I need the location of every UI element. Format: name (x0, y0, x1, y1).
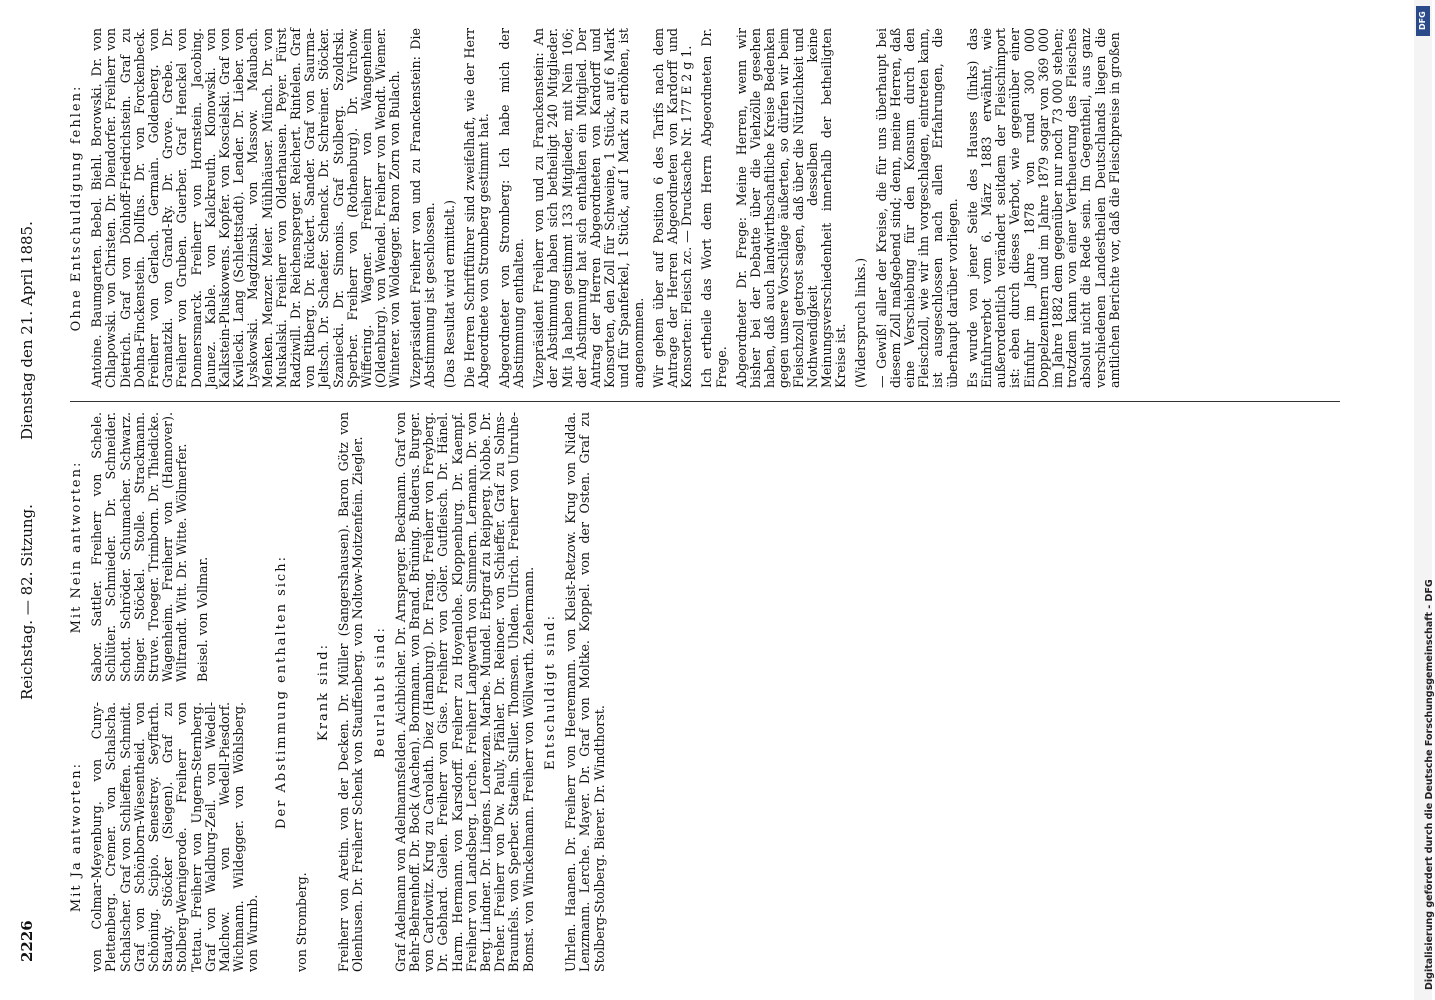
enthalten-heading: Der Abstimmung enthalten sich: (273, 555, 289, 829)
ja-list-block (62, 702, 267, 972)
paragraph-6: Ich ertheile das Wort dem Herrn Abgeordneten Dr. Frege. (699, 28, 729, 388)
beurlaubt-list: Graf Adelmann von Adelmannsfelden. Aichbichler. Dr. Arnsperger. Beckmann. Graf von Behr-Behrenhoff. Dr. Bock (Aachen). Bornmann. von Brand. Brüning. Buderus. Burger. von Carlowitz. Krug zu Carolath. Diez (Hamburg). Dr. Frang. Freiherr von Freyberg. Dr. Gebhard. Gielen. Freiherr von Gise. Freiherr von Göler. Gutfleisch. Dr. Hänel. Harm. Hermann. von Karsdorff. Freiherr zu Hoyenlohe. Kloppenburg. Dr. Kaempf. Freiherr von Landsberg. Lerche. Freiherr Langwerth von Simmern. Lermann. Dr. von Berg. Lindner. Dr. Lingens. Lorenzen. Marbe. Mundel. Erbgraf zu Reipperg. Nobbe. Dr. Dreher. Freiherr von Dw. Pauly. Pfähler. Dr. Reinoer. von Schieffer. Graf zu Solms-Braunfels. von Sperber. Staelin. Stiller. Thomsen. Uhden. Ulrich. Freiherr von Unruhe-Bomst. von Winckelmann. Freiherr von Wöllwarth. Zehermann. (392, 412, 536, 972)
paragraph-7: Abgeordneter Dr. Frege: Meine Herren, wenn wir bisher bei der Debatte über die Viehzölle gesehen haben, daß auch landwirthschaftliche Kreise Bedenken gegen unsere Vorschläge äußerten, so dürfen wir beim Fleischzoll getrost sagen, daß über die Nützlichkeit und Nothwendigkeit desselben keine Meinungsverschiedenheit innerhalb der betheiligten Kreise ist. (733, 28, 849, 388)
paragraph-7b: (Widerspruch links.) (853, 257, 869, 388)
dfg-logo: DFG (1416, 6, 1430, 36)
paragraph-9: Es wurde von jener Seite des Hauses (links) das Einfuhrverbot vom 6. März 1883 erwähnt, wie außerordentlich verändert seitdem der Fleischimport ist: eben durch dieses Verbot, wie gegenüber einer Einfuhr im Jahre 1878 von rund 300 000 Doppelzentnern und im Jahre 1879 sogar von 369 000 im Jahre 1882 dem gegenüber nur noch 73 000 stehen; trotzdem kann von einer Vertheuerung des Fleisches absolut nicht die Rede sein. Im Gegentheil, aus ganz verschiedenen Landestheilen Deutschlands liegen die amtlichen Berichte vor, daß die Fleischpreise in großen (964, 28, 1122, 388)
paragraph-2: Die Herren Schriftführer sind zweifelhaft, wie der Herr Abgeordnete von Stromberg gestimmt hat. (462, 28, 492, 388)
paragraph-4: Vizepräsident Freiherr von und zu Franckenstein: An der Abstimmung haben sich betheiligt 240 Mitglieder. Mit Ja haben gestimmt 133 Mitglieder, mit Nein 106; der Abstimmung hat sich enthalten ein Mitglied. Der Antrag der Herren Abgeordneten von Kardorff und Konsorten, den Zoll für Schweine, 1 Stück, auf 6 Mark und für Spanferkel, 1 Stück, auf 1 Mark zu erhöhen, ist angenommen. (531, 28, 646, 388)
paragraph-8: — Gewiß! aller der Kreise, die für uns überhaupt bei diesem Zoll maßgebend sind; denn, meine Herren, daß eine Verschiebung für den Konsum durch den Fleischzoll, wie wir ihn vorgeschlagen, eintreten kann, ist ausgeschlossen nach allen Erfahrungen, die überhaupt darüber vorliegen. (873, 28, 960, 388)
beurlaubt-heading: Beurlaubt sind: (372, 626, 388, 758)
vote-lists (62, 412, 267, 972)
page-number: 2226 (18, 920, 36, 962)
paragraph-1b: (Das Resultat wird ermittelt.) (442, 199, 458, 388)
enthalten-list: von Stromberg. (293, 872, 309, 972)
paragraph-3: Abgeordneter von Stromberg: Ich habe mich der Abstimmung enthalten. (496, 28, 526, 388)
session-date: Dienstag den 21. April 1885. (18, 221, 36, 440)
column-divider (70, 401, 1340, 402)
krank-list: Freiherr von Aretin. von der Decken. Dr. Müller (Sangershausen). Baron Götz von Olenhusen. Dr. Freiherr Schenk von Stauffenberg. von Noltow-Moitzenfein. Ziegler. (336, 412, 366, 972)
running-header (10, 0, 50, 1000)
right-column (62, 28, 1128, 388)
entschuldigt-list: Uhrlen. Haanen. Dr. Freiherr von Heeremann. von Kleist-Retzow. Krug von Nidda. Lenzmann. Lerche. Mayer. Dr. Graf von Moltke. Koppel. von der Osten. Graf zu Stolberg-Stolberg. Bierer. Dr. Windthorst. (563, 412, 607, 972)
ja-list: von Colmar-Meyenburg. von Cuny-Plettenberg. Cremer. von Schalscha. Schalscher. Graf von Schlieffen. Schmidt. Graf von Schönborn-Wiesentheid. von Schöning. Scipio. Senestrey. Seyffarth. Staudy. Stöcker (Siegen). Graf zu Stolberg-Wernigerode. Freiherr von Tettau. Freiherr von Ungern-Sternberg. Graf von Waldburg-Zeil. von Wedell-Malchow. von Wedell-Piesdorf. Wichmann. Wildegger. von Wöhlsberg. von Wurmb. (89, 702, 261, 972)
mid-names: Beisel. von Vollmar. (194, 556, 210, 682)
digitization-credit: Digitalisierung gefördert durch die Deutsche Forschungsgemeinschaft - DFG (1424, 579, 1435, 990)
fehlen-heading: Ohne Entschuldigung fehlen: (69, 84, 84, 332)
entschuldigt-heading: Entschuldigt sind: (542, 614, 558, 771)
session-title: Reichstag. — 82. Sitzung. (18, 504, 36, 700)
nein-heading: Mit Nein antworten: (69, 460, 84, 634)
paragraph-1: Vizepräsident Freiherr von und zu Franckenstein: Die Abstimmung ist geschlossen. (407, 28, 437, 388)
fehlen-list: Antoine. Baumgarten. Bebel. Biehl. Borowski. Dr. von Chlapowski. von Christen. Dr. Diendorfer. Freiherr von Dietrich. Graf von Dönhoff-Friedrichstein. Graf zu Dohna-Finckenstein. Dollfus. Dr. von Forckenbeck. Freiherr von Gerlach. Germain. Goldenberg. von Gramatzki. von Grand-Ry. Dr. Grove. Grebe. Dr. Freiherr von Gruben. Guerber. Graf Henckel von Donnersmarck. Freiherr von Hornstein. Jacobing. Jaunez. Kable. von Kalckreuth. Klonowski. von Kalkstein-Pluskowens. Kopfer. von Koscielski. Graf von Kwilecki. Lang (Schlettstadt). Lender. Dr. Lieber. von Lyskowski. Magdzinski. von Massow. Maubach. Menken. Menzer. Meier. Mühlhäuser. Münch. Dr. von Muskalski. Freiherr von Olderhausen. Peyer. Fürst Radziwill. Dr. Reichensperger. Reichert. Rintelen. Graf von Ritberg. Dr. Rückert. Sander. Graf von Saurma-Jeltsch. Dr. Schaefer. Schenck. Dr. Schreiner. Stöcker. Szaniecki. Dr. Simonis. Graf Stolberg. Szoldrski. Sperber. Freiherr von (Rothenburg). Dr. Virchow. Wiffering. Wagner. Freiherr von Wangenheim (Oldenburg). von Wendel. Freiherr von Wendt. Wiemer. Winterer. von Woldegger. Baron Zorn von Bulach. (89, 28, 403, 388)
left-column (62, 412, 613, 972)
nein-list-block (62, 412, 267, 682)
nein-list: Sabor. Sattler. Freiherr von Schele. Schlüter. Schmieder. Dr. Schneider. Schott. Schröder. Schumacher. Schwarz. Singer. Stöckel. Stolle. Strackmann. Struve. Troeger. Trimborn. Dr. Thiedicke. Wagenheim. Freiherr von (Hannover). Wiltrandt. Witt. Dr. Witte. Wölmerfer. (89, 412, 190, 682)
paragraph-5: Wir gehen über auf Position 6 des Tarifs nach dem Antrage der Herren Abgeordneten von Kardorff und Konsorten: Fleisch zc. — Drucksache Nr. 177 E 2 g 1. (650, 28, 695, 388)
ja-heading: Mit Ja antworten: (69, 761, 84, 913)
krank-heading: Krank sind: (316, 643, 332, 741)
